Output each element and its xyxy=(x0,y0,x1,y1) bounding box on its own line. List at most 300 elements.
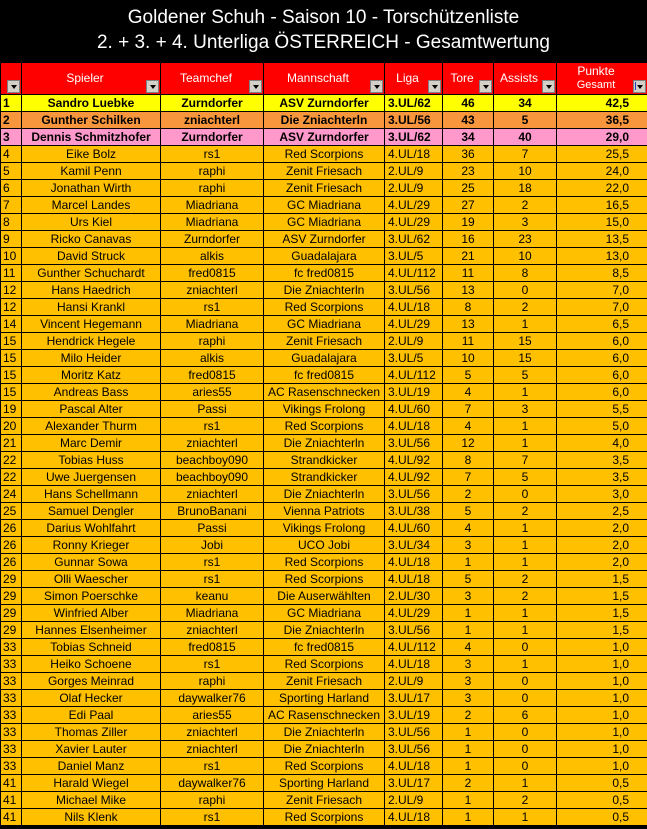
filter-dropdown-icon[interactable] xyxy=(249,80,262,93)
cell-spieler[interactable]: Tobias Huss xyxy=(22,452,161,469)
cell-punkte[interactable]: 36,5 xyxy=(557,112,647,129)
cell-rank[interactable]: 33 xyxy=(1,690,22,707)
cell-assists[interactable]: 2 xyxy=(494,299,557,316)
cell-rank[interactable]: 20 xyxy=(1,418,22,435)
cell-liga[interactable]: 3.UL/38 xyxy=(385,503,443,520)
cell-spieler[interactable]: Sandro Luebke xyxy=(22,95,161,112)
cell-teamchef[interactable]: Zurndorfer xyxy=(161,231,264,248)
cell-punkte[interactable]: 3,0 xyxy=(557,486,647,503)
cell-punkte[interactable]: 4,0 xyxy=(557,435,647,452)
cell-spieler[interactable]: Heiko Schoene xyxy=(22,656,161,673)
cell-teamchef[interactable]: Zurndorfer xyxy=(161,95,264,112)
cell-punkte[interactable]: 6,0 xyxy=(557,333,647,350)
cell-mannschaft[interactable]: Red Scorpions xyxy=(264,809,385,826)
cell-punkte[interactable]: 0,5 xyxy=(557,809,647,826)
cell-spieler[interactable]: Simon Poerschke xyxy=(22,588,161,605)
cell-spieler[interactable]: Thomas Ziller xyxy=(22,724,161,741)
cell-tore[interactable]: 43 xyxy=(443,112,494,129)
cell-teamchef[interactable]: Miadriana xyxy=(161,605,264,622)
cell-mannschaft[interactable]: Vikings Frolong xyxy=(264,520,385,537)
cell-rank[interactable]: 6 xyxy=(1,180,22,197)
cell-tore[interactable]: 4 xyxy=(443,384,494,401)
cell-spieler[interactable]: Samuel Dengler xyxy=(22,503,161,520)
cell-rank[interactable]: 33 xyxy=(1,673,22,690)
cell-mannschaft[interactable]: ASV Zurndorfer xyxy=(264,129,385,146)
cell-tore[interactable]: 25 xyxy=(443,180,494,197)
cell-tore[interactable]: 10 xyxy=(443,350,494,367)
cell-spieler[interactable]: Tobias Schneid xyxy=(22,639,161,656)
cell-liga[interactable]: 3.UL/56 xyxy=(385,622,443,639)
cell-punkte[interactable]: 13,5 xyxy=(557,231,647,248)
cell-tore[interactable]: 27 xyxy=(443,197,494,214)
cell-teamchef[interactable]: Zurndorfer xyxy=(161,129,264,146)
cell-punkte[interactable]: 3,5 xyxy=(557,469,647,486)
cell-spieler[interactable]: Olli Waescher xyxy=(22,571,161,588)
cell-teamchef[interactable]: beachboy090 xyxy=(161,469,264,486)
cell-tore[interactable]: 2 xyxy=(443,707,494,724)
cell-assists[interactable]: 1 xyxy=(494,554,557,571)
cell-tore[interactable]: 3 xyxy=(443,673,494,690)
cell-punkte[interactable]: 1,5 xyxy=(557,622,647,639)
cell-mannschaft[interactable]: Vikings Frolong xyxy=(264,401,385,418)
cell-spieler[interactable]: Kamil Penn xyxy=(22,163,161,180)
cell-assists[interactable]: 3 xyxy=(494,401,557,418)
cell-mannschaft[interactable]: Zenit Friesach xyxy=(264,180,385,197)
cell-rank[interactable]: 33 xyxy=(1,656,22,673)
filter-dropdown-icon[interactable] xyxy=(428,80,441,93)
cell-liga[interactable]: 4.UL/18 xyxy=(385,571,443,588)
cell-spieler[interactable]: Urs Kiel xyxy=(22,214,161,231)
cell-liga[interactable]: 4.UL/92 xyxy=(385,452,443,469)
cell-liga[interactable]: 3.UL/56 xyxy=(385,282,443,299)
cell-teamchef[interactable]: rs1 xyxy=(161,571,264,588)
cell-liga[interactable]: 2.UL/9 xyxy=(385,333,443,350)
cell-spieler[interactable]: Edi Paal xyxy=(22,707,161,724)
cell-liga[interactable]: 4.UL/18 xyxy=(385,554,443,571)
cell-liga[interactable]: 3.UL/62 xyxy=(385,231,443,248)
cell-teamchef[interactable]: fred0815 xyxy=(161,639,264,656)
cell-teamchef[interactable]: raphi xyxy=(161,333,264,350)
cell-rank[interactable]: 19 xyxy=(1,401,22,418)
cell-teamchef[interactable]: Miadriana xyxy=(161,316,264,333)
cell-mannschaft[interactable]: Sporting Harland xyxy=(264,775,385,792)
cell-spieler[interactable]: Andreas Bass xyxy=(22,384,161,401)
cell-assists[interactable]: 5 xyxy=(494,367,557,384)
cell-rank[interactable]: 41 xyxy=(1,809,22,826)
cell-liga[interactable]: 4.UL/18 xyxy=(385,656,443,673)
cell-liga[interactable]: 3.UL/19 xyxy=(385,384,443,401)
cell-tore[interactable]: 2 xyxy=(443,486,494,503)
cell-assists[interactable]: 15 xyxy=(494,333,557,350)
cell-rank[interactable]: 24 xyxy=(1,486,22,503)
cell-mannschaft[interactable]: Zenit Friesach xyxy=(264,163,385,180)
cell-mannschaft[interactable]: Red Scorpions xyxy=(264,146,385,163)
cell-tore[interactable]: 1 xyxy=(443,724,494,741)
cell-teamchef[interactable]: zniachterl xyxy=(161,741,264,758)
cell-teamchef[interactable]: rs1 xyxy=(161,656,264,673)
cell-tore[interactable]: 8 xyxy=(443,299,494,316)
cell-teamchef[interactable]: zniachterl xyxy=(161,486,264,503)
cell-teamchef[interactable]: Passi xyxy=(161,520,264,537)
cell-assists[interactable]: 1 xyxy=(494,435,557,452)
cell-punkte[interactable]: 1,5 xyxy=(557,605,647,622)
cell-tore[interactable]: 34 xyxy=(443,129,494,146)
cell-punkte[interactable]: 22,0 xyxy=(557,180,647,197)
cell-teamchef[interactable]: daywalker76 xyxy=(161,690,264,707)
cell-teamchef[interactable]: Jobi xyxy=(161,537,264,554)
cell-tore[interactable]: 1 xyxy=(443,554,494,571)
cell-liga[interactable]: 3.UL/34 xyxy=(385,537,443,554)
cell-liga[interactable]: 4.UL/18 xyxy=(385,809,443,826)
cell-tore[interactable]: 1 xyxy=(443,758,494,775)
cell-spieler[interactable]: Dennis Schmitzhofer xyxy=(22,129,161,146)
cell-spieler[interactable]: Ronny Krieger xyxy=(22,537,161,554)
cell-spieler[interactable]: Daniel Manz xyxy=(22,758,161,775)
cell-assists[interactable]: 0 xyxy=(494,741,557,758)
cell-punkte[interactable]: 0,5 xyxy=(557,792,647,809)
cell-tore[interactable]: 21 xyxy=(443,248,494,265)
cell-liga[interactable]: 4.UL/18 xyxy=(385,299,443,316)
cell-rank[interactable]: 33 xyxy=(1,741,22,758)
cell-rank[interactable]: 33 xyxy=(1,724,22,741)
cell-liga[interactable]: 4.UL/29 xyxy=(385,197,443,214)
cell-assists[interactable]: 40 xyxy=(494,129,557,146)
cell-tore[interactable]: 46 xyxy=(443,95,494,112)
cell-punkte[interactable]: 25,5 xyxy=(557,146,647,163)
cell-assists[interactable]: 8 xyxy=(494,265,557,282)
cell-teamchef[interactable]: zniachterl xyxy=(161,435,264,452)
cell-mannschaft[interactable]: Sporting Harland xyxy=(264,690,385,707)
cell-rank[interactable]: 5 xyxy=(1,163,22,180)
cell-tore[interactable]: 1 xyxy=(443,741,494,758)
cell-punkte[interactable]: 5,0 xyxy=(557,418,647,435)
cell-punkte[interactable]: 1,0 xyxy=(557,758,647,775)
cell-spieler[interactable]: Pascal Alter xyxy=(22,401,161,418)
cell-punkte[interactable]: 42,5 xyxy=(557,95,647,112)
cell-spieler[interactable]: Alexander Thurm xyxy=(22,418,161,435)
cell-punkte[interactable]: 1,0 xyxy=(557,639,647,656)
cell-teamchef[interactable]: keanu xyxy=(161,588,264,605)
cell-rank[interactable]: 12 xyxy=(1,282,22,299)
cell-tore[interactable]: 7 xyxy=(443,469,494,486)
cell-rank[interactable]: 26 xyxy=(1,520,22,537)
cell-mannschaft[interactable]: Zenit Friesach xyxy=(264,673,385,690)
cell-mannschaft[interactable]: Die Auserwählten xyxy=(264,588,385,605)
cell-teamchef[interactable]: aries55 xyxy=(161,384,264,401)
cell-liga[interactable]: 2.UL/9 xyxy=(385,792,443,809)
cell-tore[interactable]: 1 xyxy=(443,605,494,622)
cell-rank[interactable]: 41 xyxy=(1,775,22,792)
cell-punkte[interactable]: 3,5 xyxy=(557,452,647,469)
cell-spieler[interactable]: Darius Wohlfahrt xyxy=(22,520,161,537)
cell-mannschaft[interactable]: Red Scorpions xyxy=(264,656,385,673)
cell-teamchef[interactable]: BrunoBanani xyxy=(161,503,264,520)
cell-rank[interactable]: 25 xyxy=(1,503,22,520)
cell-mannschaft[interactable]: Die Zniachterln xyxy=(264,741,385,758)
cell-assists[interactable]: 18 xyxy=(494,180,557,197)
cell-tore[interactable]: 19 xyxy=(443,214,494,231)
cell-liga[interactable]: 4.UL/18 xyxy=(385,758,443,775)
cell-teamchef[interactable]: zniachterl xyxy=(161,282,264,299)
cell-punkte[interactable]: 2,0 xyxy=(557,520,647,537)
cell-assists[interactable]: 0 xyxy=(494,673,557,690)
cell-teamchef[interactable]: fred0815 xyxy=(161,265,264,282)
cell-tore[interactable]: 1 xyxy=(443,792,494,809)
cell-mannschaft[interactable]: AC Rasenschnecken xyxy=(264,707,385,724)
cell-tore[interactable]: 3 xyxy=(443,537,494,554)
cell-mannschaft[interactable]: Die Zniachterln xyxy=(264,622,385,639)
cell-punkte[interactable]: 1,5 xyxy=(557,571,647,588)
cell-tore[interactable]: 1 xyxy=(443,809,494,826)
cell-liga[interactable]: 3.UL/5 xyxy=(385,350,443,367)
cell-rank[interactable]: 2 xyxy=(1,112,22,129)
cell-punkte[interactable]: 6,0 xyxy=(557,350,647,367)
cell-rank[interactable]: 33 xyxy=(1,707,22,724)
cell-assists[interactable]: 7 xyxy=(494,146,557,163)
cell-rank[interactable]: 1 xyxy=(1,95,22,112)
cell-teamchef[interactable]: alkis xyxy=(161,350,264,367)
cell-mannschaft[interactable]: Strandkicker xyxy=(264,469,385,486)
cell-rank[interactable]: 15 xyxy=(1,367,22,384)
cell-punkte[interactable]: 24,0 xyxy=(557,163,647,180)
cell-punkte[interactable]: 6,0 xyxy=(557,367,647,384)
cell-spieler[interactable]: Marc Demir xyxy=(22,435,161,452)
cell-rank[interactable]: 21 xyxy=(1,435,22,452)
cell-teamchef[interactable]: rs1 xyxy=(161,146,264,163)
cell-rank[interactable]: 41 xyxy=(1,792,22,809)
cell-rank[interactable]: 15 xyxy=(1,350,22,367)
cell-mannschaft[interactable]: Die Zniachterln xyxy=(264,724,385,741)
filter-dropdown-icon[interactable] xyxy=(7,80,20,93)
cell-liga[interactable]: 4.UL/92 xyxy=(385,469,443,486)
cell-tore[interactable]: 4 xyxy=(443,418,494,435)
cell-liga[interactable]: 3.UL/56 xyxy=(385,724,443,741)
cell-punkte[interactable]: 1,0 xyxy=(557,741,647,758)
cell-liga[interactable]: 3.UL/56 xyxy=(385,486,443,503)
cell-liga[interactable]: 2.UL/9 xyxy=(385,180,443,197)
cell-teamchef[interactable]: fred0815 xyxy=(161,367,264,384)
cell-assists[interactable]: 0 xyxy=(494,724,557,741)
cell-tore[interactable]: 16 xyxy=(443,231,494,248)
cell-rank[interactable]: 29 xyxy=(1,571,22,588)
cell-assists[interactable]: 0 xyxy=(494,690,557,707)
cell-mannschaft[interactable]: fc fred0815 xyxy=(264,265,385,282)
cell-rank[interactable]: 26 xyxy=(1,554,22,571)
cell-liga[interactable]: 4.UL/60 xyxy=(385,401,443,418)
cell-assists[interactable]: 2 xyxy=(494,503,557,520)
cell-teamchef[interactable]: beachboy090 xyxy=(161,452,264,469)
cell-tore[interactable]: 13 xyxy=(443,282,494,299)
cell-mannschaft[interactable]: Guadalajara xyxy=(264,350,385,367)
cell-mannschaft[interactable]: Zenit Friesach xyxy=(264,333,385,350)
cell-assists[interactable]: 15 xyxy=(494,350,557,367)
cell-rank[interactable]: 29 xyxy=(1,622,22,639)
cell-tore[interactable]: 1 xyxy=(443,622,494,639)
cell-assists[interactable]: 10 xyxy=(494,248,557,265)
cell-spieler[interactable]: Marcel Landes xyxy=(22,197,161,214)
filter-dropdown-icon[interactable] xyxy=(542,80,555,93)
cell-assists[interactable]: 1 xyxy=(494,384,557,401)
cell-liga[interactable]: 4.UL/29 xyxy=(385,605,443,622)
cell-teamchef[interactable]: rs1 xyxy=(161,554,264,571)
cell-teamchef[interactable]: rs1 xyxy=(161,418,264,435)
cell-liga[interactable]: 4.UL/112 xyxy=(385,639,443,656)
cell-liga[interactable]: 4.UL/18 xyxy=(385,146,443,163)
cell-teamchef[interactable]: raphi xyxy=(161,180,264,197)
cell-punkte[interactable]: 15,0 xyxy=(557,214,647,231)
cell-rank[interactable]: 33 xyxy=(1,758,22,775)
cell-mannschaft[interactable]: ASV Zurndorfer xyxy=(264,95,385,112)
cell-teamchef[interactable]: aries55 xyxy=(161,707,264,724)
cell-rank[interactable]: 10 xyxy=(1,248,22,265)
cell-tore[interactable]: 2 xyxy=(443,775,494,792)
cell-punkte[interactable]: 1,0 xyxy=(557,656,647,673)
cell-liga[interactable]: 4.UL/18 xyxy=(385,418,443,435)
cell-tore[interactable]: 4 xyxy=(443,639,494,656)
cell-spieler[interactable]: Hans Haedrich xyxy=(22,282,161,299)
cell-teamchef[interactable]: zniachterl xyxy=(161,622,264,639)
cell-teamchef[interactable]: zniachterl xyxy=(161,724,264,741)
cell-assists[interactable]: 10 xyxy=(494,163,557,180)
cell-rank[interactable]: 7 xyxy=(1,197,22,214)
cell-mannschaft[interactable]: UCO Jobi xyxy=(264,537,385,554)
cell-assists[interactable]: 3 xyxy=(494,214,557,231)
cell-punkte[interactable]: 7,0 xyxy=(557,299,647,316)
cell-teamchef[interactable]: raphi xyxy=(161,163,264,180)
cell-liga[interactable]: 3.UL/56 xyxy=(385,741,443,758)
cell-tore[interactable]: 4 xyxy=(443,520,494,537)
cell-assists[interactable]: 0 xyxy=(494,282,557,299)
cell-punkte[interactable]: 6,0 xyxy=(557,384,647,401)
cell-spieler[interactable]: Hansi Krankl xyxy=(22,299,161,316)
cell-liga[interactable]: 3.UL/56 xyxy=(385,112,443,129)
cell-rank[interactable]: 3 xyxy=(1,129,22,146)
cell-punkte[interactable]: 16,5 xyxy=(557,197,647,214)
cell-mannschaft[interactable]: Guadalajara xyxy=(264,248,385,265)
cell-assists[interactable]: 1 xyxy=(494,605,557,622)
cell-punkte[interactable]: 2,5 xyxy=(557,503,647,520)
cell-spieler[interactable]: Gunnar Sowa xyxy=(22,554,161,571)
cell-punkte[interactable]: 1,0 xyxy=(557,690,647,707)
cell-rank[interactable]: 4 xyxy=(1,146,22,163)
cell-mannschaft[interactable]: Strandkicker xyxy=(264,452,385,469)
cell-mannschaft[interactable]: fc fred0815 xyxy=(264,639,385,656)
cell-punkte[interactable]: 29,0 xyxy=(557,129,647,146)
cell-liga[interactable]: 4.UL/29 xyxy=(385,214,443,231)
cell-assists[interactable]: 1 xyxy=(494,316,557,333)
cell-mannschaft[interactable]: GC Miadriana xyxy=(264,197,385,214)
cell-tore[interactable]: 7 xyxy=(443,401,494,418)
cell-tore[interactable]: 5 xyxy=(443,571,494,588)
cell-liga[interactable]: 3.UL/17 xyxy=(385,690,443,707)
filter-dropdown-icon[interactable] xyxy=(370,80,383,93)
cell-punkte[interactable]: 1,0 xyxy=(557,707,647,724)
cell-spieler[interactable]: Eike Bolz xyxy=(22,146,161,163)
cell-spieler[interactable]: Ricko Canavas xyxy=(22,231,161,248)
cell-tore[interactable]: 11 xyxy=(443,265,494,282)
cell-punkte[interactable]: 1,0 xyxy=(557,673,647,690)
cell-assists[interactable]: 2 xyxy=(494,197,557,214)
filter-dropdown-icon[interactable] xyxy=(479,80,492,93)
cell-liga[interactable]: 3.UL/5 xyxy=(385,248,443,265)
cell-spieler[interactable]: Winfried Alber xyxy=(22,605,161,622)
cell-spieler[interactable]: Michael Mike xyxy=(22,792,161,809)
cell-liga[interactable]: 4.UL/112 xyxy=(385,265,443,282)
cell-tore[interactable]: 8 xyxy=(443,452,494,469)
cell-mannschaft[interactable]: Red Scorpions xyxy=(264,299,385,316)
cell-rank[interactable]: 14 xyxy=(1,316,22,333)
cell-mannschaft[interactable]: Red Scorpions xyxy=(264,554,385,571)
cell-mannschaft[interactable]: Die Zniachterln xyxy=(264,435,385,452)
cell-mannschaft[interactable]: Zenit Friesach xyxy=(264,792,385,809)
cell-spieler[interactable]: Jonathan Wirth xyxy=(22,180,161,197)
cell-liga[interactable]: 3.UL/17 xyxy=(385,775,443,792)
cell-punkte[interactable]: 2,0 xyxy=(557,537,647,554)
cell-assists[interactable]: 34 xyxy=(494,95,557,112)
cell-teamchef[interactable]: Miadriana xyxy=(161,214,264,231)
cell-spieler[interactable]: David Struck xyxy=(22,248,161,265)
cell-liga[interactable]: 2.UL/9 xyxy=(385,673,443,690)
cell-teamchef[interactable]: rs1 xyxy=(161,299,264,316)
cell-spieler[interactable]: Hannes Elsenheimer xyxy=(22,622,161,639)
cell-mannschaft[interactable]: Red Scorpions xyxy=(264,418,385,435)
cell-liga[interactable]: 3.UL/62 xyxy=(385,95,443,112)
cell-teamchef[interactable]: Passi xyxy=(161,401,264,418)
cell-assists[interactable]: 5 xyxy=(494,469,557,486)
cell-spieler[interactable]: Gunther Schilken xyxy=(22,112,161,129)
cell-spieler[interactable]: Nils Klenk xyxy=(22,809,161,826)
cell-punkte[interactable]: 1,0 xyxy=(557,724,647,741)
cell-mannschaft[interactable]: Die Zniachterln xyxy=(264,112,385,129)
cell-liga[interactable]: 4.UL/112 xyxy=(385,367,443,384)
cell-assists[interactable]: 1 xyxy=(494,775,557,792)
cell-spieler[interactable]: Moritz Katz xyxy=(22,367,161,384)
cell-assists[interactable]: 2 xyxy=(494,792,557,809)
cell-mannschaft[interactable]: GC Miadriana xyxy=(264,605,385,622)
sort-descending-dropdown-icon[interactable] xyxy=(633,80,646,93)
cell-assists[interactable]: 0 xyxy=(494,758,557,775)
cell-rank[interactable]: 22 xyxy=(1,469,22,486)
cell-tore[interactable]: 5 xyxy=(443,503,494,520)
cell-punkte[interactable]: 8,5 xyxy=(557,265,647,282)
cell-rank[interactable]: 8 xyxy=(1,214,22,231)
cell-rank[interactable]: 29 xyxy=(1,605,22,622)
cell-punkte[interactable]: 1,5 xyxy=(557,588,647,605)
cell-teamchef[interactable]: rs1 xyxy=(161,809,264,826)
cell-teamchef[interactable]: Miadriana xyxy=(161,197,264,214)
cell-spieler[interactable]: Hendrick Hegele xyxy=(22,333,161,350)
cell-assists[interactable]: 5 xyxy=(494,112,557,129)
cell-rank[interactable]: 22 xyxy=(1,452,22,469)
cell-spieler[interactable]: Milo Heider xyxy=(22,350,161,367)
cell-punkte[interactable]: 2,0 xyxy=(557,554,647,571)
cell-punkte[interactable]: 5,5 xyxy=(557,401,647,418)
cell-rank[interactable]: 15 xyxy=(1,384,22,401)
cell-assists[interactable]: 1 xyxy=(494,656,557,673)
cell-punkte[interactable]: 7,0 xyxy=(557,282,647,299)
cell-assists[interactable]: 1 xyxy=(494,622,557,639)
cell-rank[interactable]: 9 xyxy=(1,231,22,248)
cell-assists[interactable]: 2 xyxy=(494,571,557,588)
cell-mannschaft[interactable]: Vienna Patriots xyxy=(264,503,385,520)
cell-rank[interactable]: 33 xyxy=(1,639,22,656)
cell-teamchef[interactable]: raphi xyxy=(161,673,264,690)
cell-assists[interactable]: 1 xyxy=(494,418,557,435)
filter-dropdown-icon[interactable] xyxy=(146,80,159,93)
cell-mannschaft[interactable]: Red Scorpions xyxy=(264,571,385,588)
cell-punkte[interactable]: 13,0 xyxy=(557,248,647,265)
cell-tore[interactable]: 36 xyxy=(443,146,494,163)
